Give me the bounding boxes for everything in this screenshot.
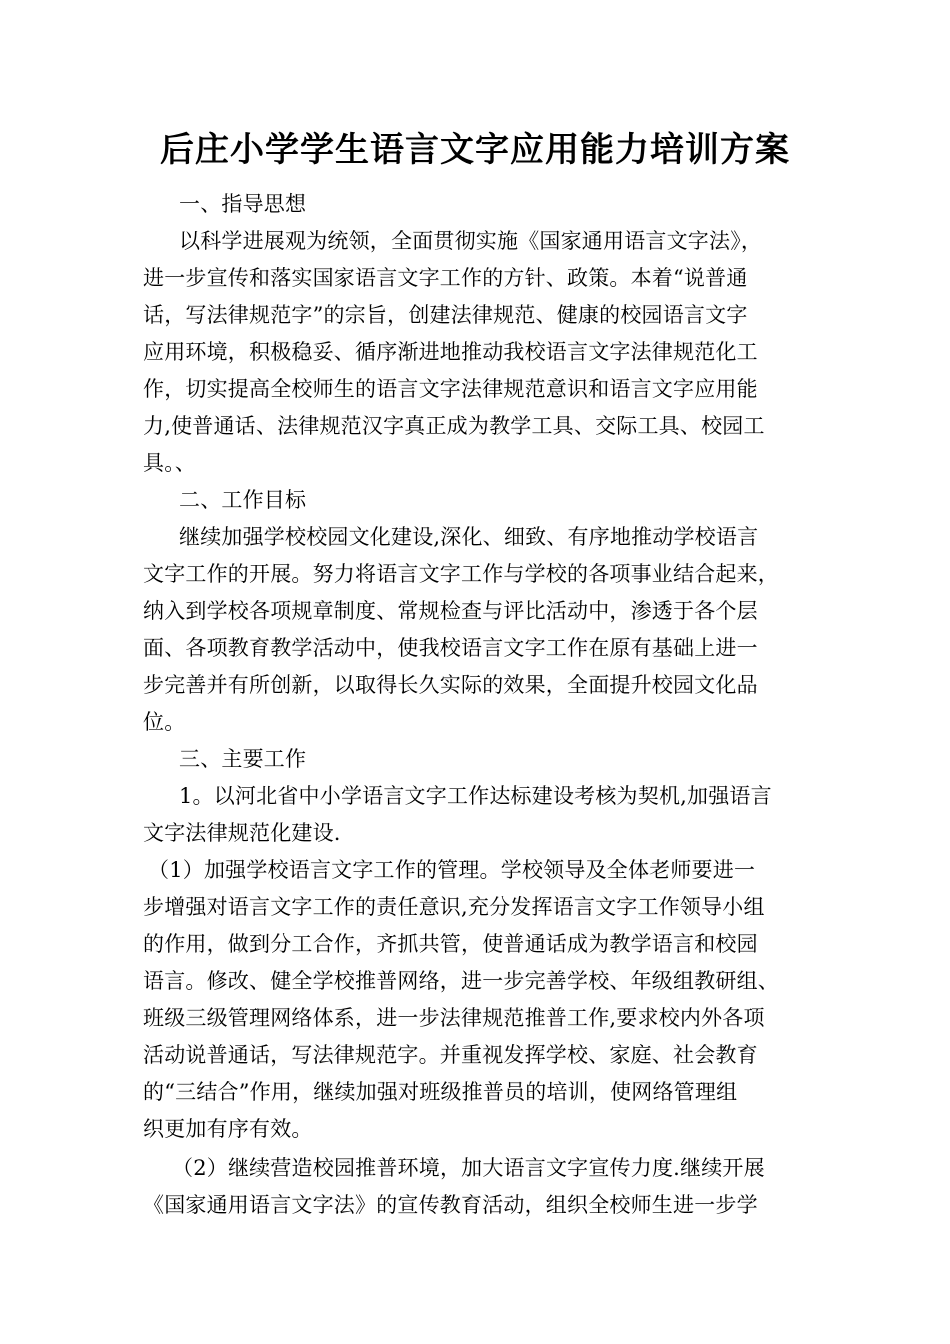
paragraph-line: 作，切实提高全校师生的语言文字法律规范意识和语言文字应用能	[143, 377, 758, 401]
paragraph-line: 进一步宣传和落实国家语言文字工作的方针、政策。本着“说普通	[143, 266, 748, 290]
paragraph-line: 1。以河北省中小学语言文字工作达标建设考核为契机,加强语言	[179, 784, 772, 808]
paragraph-line: 具。、	[143, 451, 197, 475]
paragraph-line: 步增强对语言文字工作的责任意识,充分发挥语言文字工作领导小组	[143, 895, 765, 919]
paragraph-line: 纳入到学校各项规章制度、常规检查与评比活动中，渗透于各个层	[143, 599, 758, 623]
paragraph-line: 班级三级管理网络体系，进一步法律规范推普工作,要求校内外各项	[143, 1006, 765, 1030]
paragraph-line: 步完善并有所创新，以取得长久实际的效果，全面提升校园文化品	[143, 673, 758, 697]
paragraph-line: 活动说普通话，写法律规范字。并重视发挥学校、家庭、社会教育	[143, 1043, 758, 1067]
paragraph-line: 《国家通用语言文字法》的宣传教育活动，组织全校师生进一步学	[143, 1193, 758, 1217]
paragraph-line: 文字工作的开展。努力将语言文字工作与学校的各项事业结合起来，	[143, 562, 779, 586]
paragraph-line: 的“三结合”作用，继续加强对班级推普员的培训，使网络管理组	[143, 1080, 738, 1104]
section-heading-main-work: 三、主要工作	[179, 747, 307, 771]
paragraph-line: （2）继续营造校园推普环境，加大语言文字宣传力度.继续开展	[172, 1156, 765, 1180]
paragraph-line: 应用环境，积极稳妥、循序渐进地推动我校语言文字法律规范化工	[143, 340, 758, 364]
paragraph-line: 位。	[143, 710, 186, 734]
paragraph-line: 话，写法律规范字”的宗旨，创建法律规范、健康的校园语言文字	[143, 303, 748, 327]
paragraph-line: 力,使普通话、法律规范汉字真正成为教学工具、交际工具、校园工	[143, 414, 765, 438]
paragraph-line: 以科学进展观为统领，全面贯彻实施《国家通用语言文字法》，	[179, 229, 763, 253]
section-heading-guiding-ideology: 一、指导思想	[179, 192, 307, 216]
paragraph-line: （1）加强学校语言文字工作的管理。学校领导及全体老师要进一	[148, 858, 756, 882]
paragraph-line: 语言。修改、健全学校推普网络，进一步完善学校、年级组教研组、	[143, 969, 779, 993]
document-title: 后庄小学学生语言文字应用能力培训方案	[160, 130, 790, 170]
paragraph-line: 面、各项教育教学活动中，使我校语言文字工作在原有基础上进一	[143, 636, 758, 660]
paragraph-line: 文字法律规范化建设.	[143, 821, 341, 845]
paragraph-line: 织更加有序有效。	[143, 1117, 313, 1141]
paragraph-line: 的作用，做到分工合作，齐抓共管，使普通话成为教学语言和校园	[143, 932, 758, 956]
section-heading-work-goals: 二、工作目标	[179, 488, 307, 512]
paragraph-line: 继续加强学校校园文化建设,深化、细致、有序地推动学校语言	[179, 525, 759, 549]
